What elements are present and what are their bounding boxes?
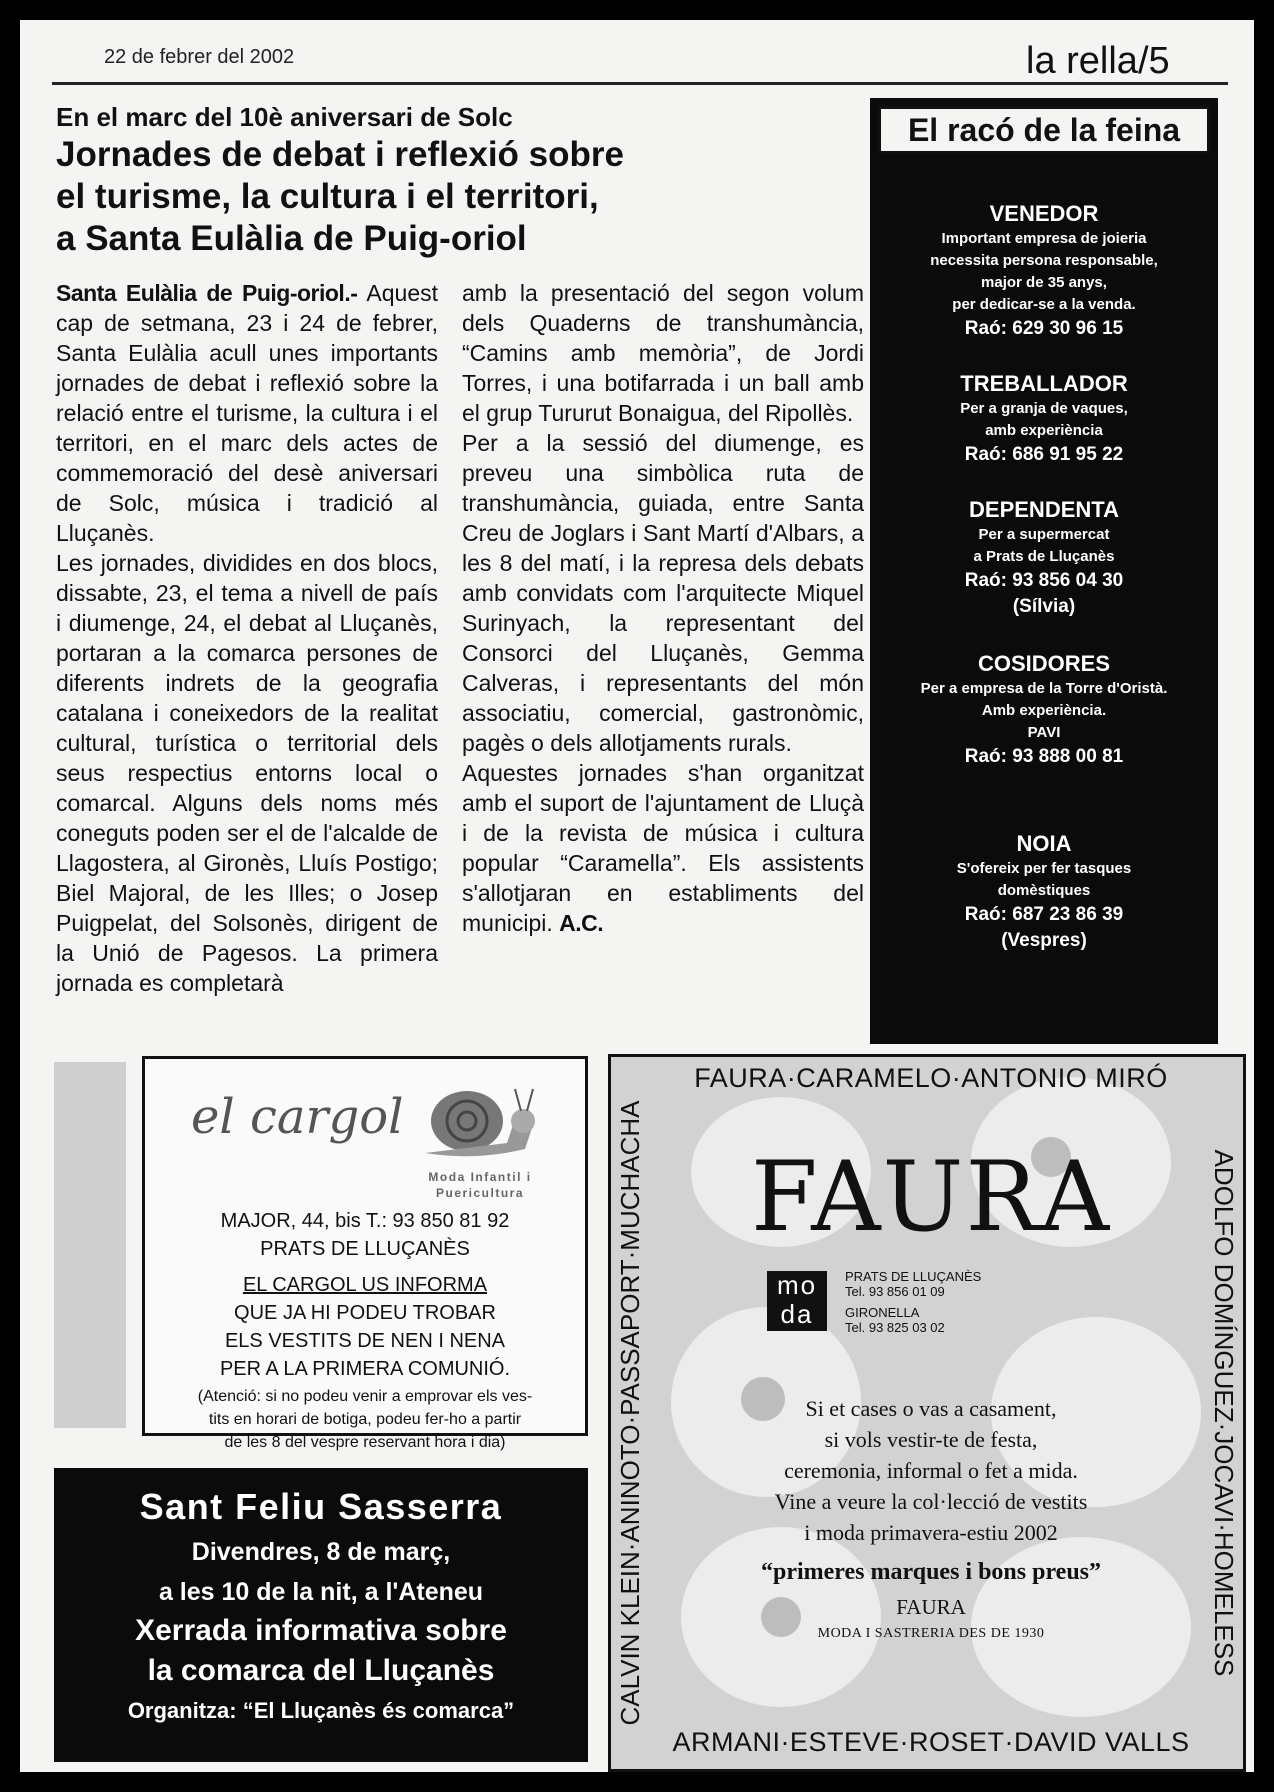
faura-signature: FAURA bbox=[896, 1595, 966, 1619]
faura-since: MODA I SASTRERIA DES DE 1930 bbox=[817, 1626, 1045, 1641]
job-listing: COSIDORES Per a empresa de la Torre d'Oristà. Amb experiència. PAVI Raó: 93 888 00 81 bbox=[870, 650, 1218, 770]
job-listing: DEPENDENTA Per a supermercat a Prats de Lluçanès Raó: 93 856 04 30 (Sílvia) bbox=[870, 496, 1218, 620]
job-contact-note: (Vespres) bbox=[1001, 930, 1087, 951]
job-title: COSIDORES bbox=[977, 651, 1111, 676]
event-title: Xerrada informativa sobre bbox=[135, 1614, 507, 1647]
faura-brands-left: CALVIN KLEIN·ANINOTO·PASSAPORT·MUCHACHA bbox=[615, 1100, 645, 1726]
job-contact: Raó: 93 888 00 81 bbox=[964, 746, 1124, 767]
article-paragraph: Aquestes jornades s'han organitzat amb el suport de l'ajuntament de Lluçà i de la revista de música i cultura popular “Caramella”. Els assistents s'allotjaran en establiments del municipi. A.C. bbox=[462, 760, 864, 936]
gray-bar bbox=[54, 1062, 126, 1428]
faura-ad bbox=[608, 1054, 1246, 1772]
article-kicker: En el marc del 10è aniversari de Solc bbox=[56, 102, 513, 132]
event-date: Divendres, 8 de març, bbox=[191, 1538, 451, 1566]
event-time: a les 10 de la nit, a l'Ateneu bbox=[158, 1578, 484, 1606]
event-town: Sant Feliu Sasserra bbox=[139, 1486, 503, 1527]
event-title: la comarca del Lluçanès bbox=[147, 1654, 495, 1687]
job-contact: Raó: 93 856 04 30 bbox=[964, 570, 1124, 591]
faura-ad-text: Si et cases o vas a casament, si vols vestir-te de festa, ceremonia, informal o fet a mida. Vine a veure la col·lecció de vestits i moda primavera-estiu 2002 “primeres marques i bons preus” FAURA MODA I SASTRERIA DES DE 1930 bbox=[691, 1393, 1171, 1646]
el-cargol-town: PRATS DE LLUÇANÈS bbox=[260, 1238, 470, 1260]
job-title: DEPENDENTA bbox=[969, 497, 1119, 522]
article-column-2 bbox=[462, 278, 864, 938]
sant-feliu-event-ad bbox=[54, 1468, 588, 1762]
article-paragraph: Per a la sessió del diumenge, es preveu una simbòlica ruta de transhumància, guiada, entre Santa Creu de Joglars i Sant Martí d'Albars, a les 8 del matí, i la represa dels debats amb convidats com l'arquitecte Miquel Surinyach, la representant del Consorci del Lluçanès, Gemma Calveras, i representants del món associatiu, comercial, gastronòmic, pagès o dels allotjaments rurals. bbox=[462, 430, 864, 756]
article-paragraph: Santa Eulàlia de Puig-oriol.- Aquest cap de setmana, 23 i 24 de febrer, Santa Eulàlia acull unes importants jornades de debat i reflexió sobre la relació entre el turisme, la cultura i el territori, en el marc dels actes de commemoració del desè aniversari de Solc, música i tradició al Lluçanès. bbox=[56, 280, 439, 546]
article-paragraph: Les jornades, dividides en dos blocs, dissabte, 23, el tema a nivell de país i diumenge, 24, el debat al Lluçanès, portaran a la comarca persones de diferents indrets de la geografia catalana i coneixedors de la realitat cultural, turística o territorial dels seus respectius entorns local o comarcal. Alguns dels noms més coneguts poden ser el de l'alcalde de Llagostera, al Gironès, Lluís Postigo; Biel Majoral, de les Illes; o Josep Puigpelat, del Solsonès, dirigent de la Unió de Pagesos. La primera jornada es completarà bbox=[56, 550, 438, 996]
job-listing: TREBALLADOR Per a granja de vaques, amb experiència Raó: 686 91 95 22 bbox=[870, 370, 1218, 468]
job-listings-box bbox=[870, 98, 1218, 1044]
moda-logo: mo da bbox=[767, 1271, 827, 1331]
faura-brands-top: FAURA·CARAMELO·ANTONIO MIRÓ bbox=[694, 1063, 1168, 1093]
job-contact: Raó: 687 23 86 39 bbox=[964, 904, 1124, 925]
event-organizer: Organitza: “El Lluçanès és comarca” bbox=[127, 1698, 515, 1723]
job-title: VENEDOR bbox=[989, 201, 1099, 226]
faura-slogan: “primeres marques i bons preus” bbox=[760, 1559, 1102, 1585]
el-cargol-heading: EL CARGOL US INFORMA bbox=[242, 1274, 488, 1296]
header-rule bbox=[52, 82, 1228, 85]
job-title: NOIA bbox=[1016, 831, 1072, 856]
faura-brands-right: ADOLFO DOMÍNGUEZ·JOCAVI·HOMELESS bbox=[1209, 1149, 1239, 1677]
article-byline: Santa Eulàlia de Puig-oriol.- bbox=[56, 280, 358, 306]
faura-addresses: PRATS DE LLUÇANÈS Tel. 93 856 01 09 GIRONELLA Tel. 93 825 03 02 bbox=[845, 1269, 982, 1335]
newspaper-page bbox=[20, 20, 1254, 1772]
issue-date: 22 de febrer del 2002 bbox=[104, 46, 295, 68]
article-title bbox=[56, 134, 876, 260]
job-title: TREBALLADOR bbox=[960, 371, 1128, 396]
article-signature: A.C. bbox=[559, 910, 604, 936]
faura-brands-bottom: ARMANI·ESTEVE·ROSET·DAVID VALLS bbox=[672, 1727, 1190, 1757]
article-title-line: a Santa Eulàlia de Puig-oriol bbox=[56, 219, 527, 258]
el-cargol-ad: el cargol Moda Infantil i Puericultura MAJOR, 44, bis T.: 93 850 81 92 PRATS DE LLUÇANÈS EL CARGOL US INFORMA QUE JA HI PODEU TROBAR ELS VESTITS DE NEN I NENA PER A LA PRIMERA COMUNIÓ. (Atenció: si no podeu venir a emprovar els ves- tits en horari de botiga, podeu fer-ho a partir de les 8 del vespre reservant hora i dia) bbox=[142, 1056, 588, 1436]
el-cargol-logo: el cargol bbox=[191, 1089, 404, 1145]
el-cargol-address: MAJOR, 44, bis T.: 93 850 81 92 bbox=[220, 1210, 510, 1232]
article-title-line: Jornades de debat i reflexió sobre bbox=[56, 135, 624, 174]
job-listing: VENEDOR Important empresa de joieria necessita persona responsable, major de 35 anys, per dedicar-se a la venda. Raó: 629 30 96 15 bbox=[870, 200, 1218, 342]
job-contact: Raó: 629 30 96 15 bbox=[964, 318, 1124, 339]
job-contact-name: (Sílvia) bbox=[1012, 596, 1076, 617]
snail-icon bbox=[415, 1081, 545, 1161]
article-column-1 bbox=[56, 278, 438, 998]
el-cargol-subtitle: Moda Infantil i Puericultura bbox=[428, 1170, 532, 1200]
publication-page-number: la rella/5 bbox=[1026, 40, 1170, 82]
job-listings-title: El racó de la feina bbox=[878, 106, 1210, 154]
job-contact: Raó: 686 91 95 22 bbox=[964, 444, 1124, 465]
job-listing: NOIA S'ofereix per fer tasques domèstiques Raó: 687 23 86 39 (Vespres) bbox=[870, 830, 1218, 954]
faura-name: FAURA bbox=[750, 1141, 1112, 1253]
article-title-line: el turisme, la cultura i el territori, bbox=[56, 177, 599, 216]
article-paragraph: amb la presentació del segon volum dels Quaderns de transhumància, “Camins amb memòria”, de Jordi Torres, i una botifarrada i un ball amb el grup Tururut Bonaigua, del Ripollès. bbox=[462, 280, 864, 426]
